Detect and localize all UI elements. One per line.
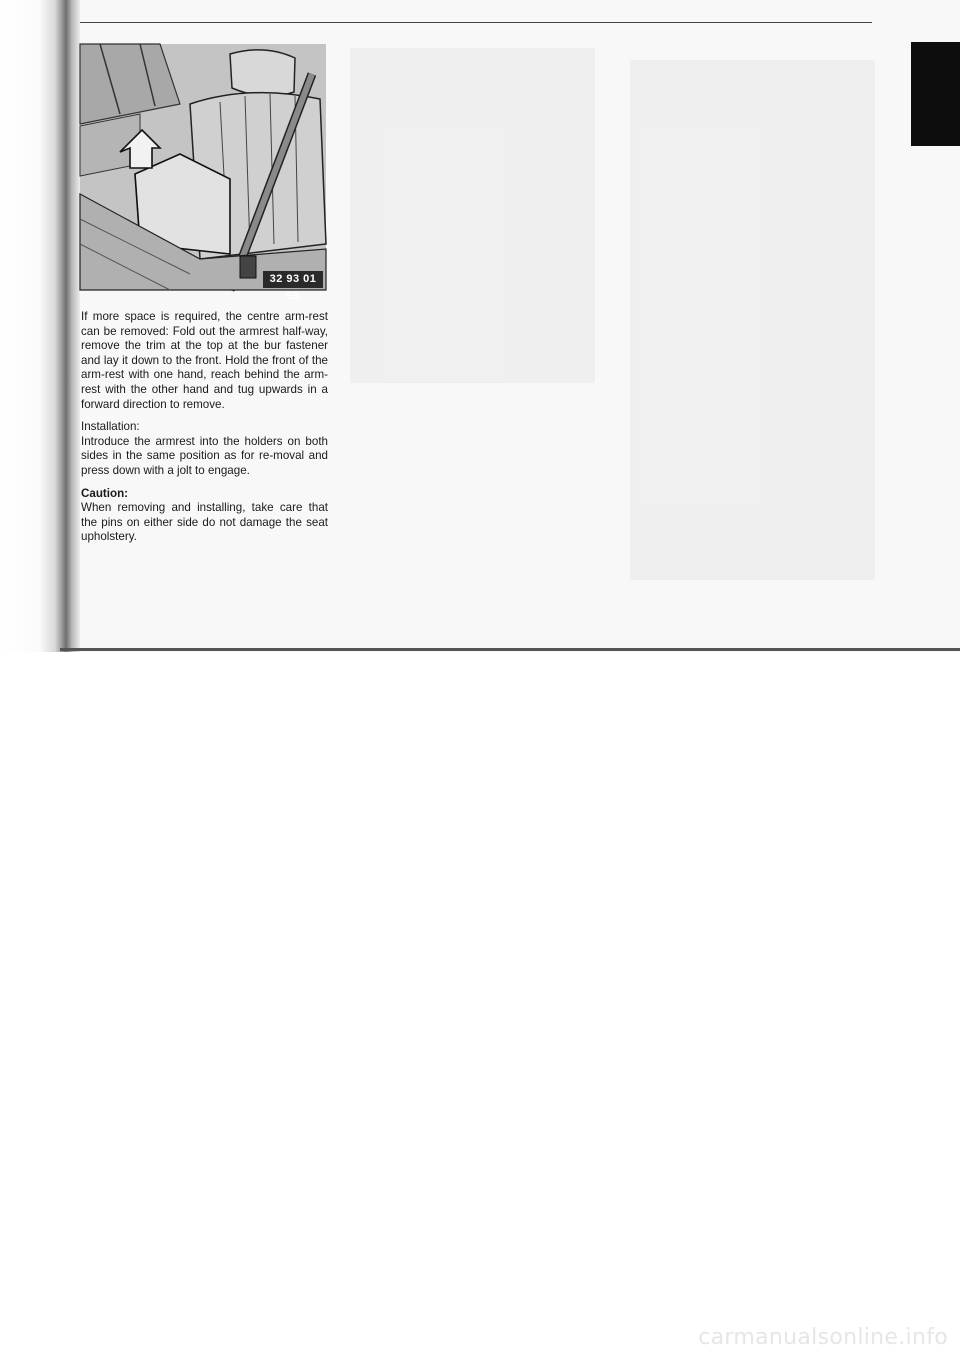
armrest-illustration (80, 44, 326, 302)
bleed-through-block (630, 60, 875, 580)
removal-paragraph: If more space is required, the centre arm-rest can be removed: Fold out the armrest half-way, remove the trim at the top at the bur fastener and lay it down to the front. Hold the front of the arm-rest with one hand, reach behind the arm-rest with the other hand and tug upwards in a forward direction to remove. (81, 310, 328, 411)
bleed-through-block (350, 48, 595, 383)
installation-heading: Installation: (81, 420, 140, 434)
installation-paragraph (81, 420, 328, 478)
figure-code-label: 32 93 01 99 (263, 271, 323, 288)
bottom-rule (60, 648, 960, 651)
rear-seat-drawing (80, 44, 326, 290)
caution-paragraph (81, 487, 328, 545)
instruction-text-column (81, 310, 328, 553)
section-thumb-tab (911, 42, 960, 146)
top-rule (80, 22, 872, 23)
installation-text: Introduce the armrest into the holders on both sides in the same position as for re-moval and press down with a jolt to engage. (81, 434, 328, 477)
site-watermark: carmanualsonline.info (698, 1325, 948, 1350)
page-binding-shadow (0, 0, 80, 652)
caution-heading: Caution: (81, 486, 129, 500)
caution-text: When removing and installing, take care that the pins on either side do not damage the seat upholstery. (81, 501, 328, 544)
